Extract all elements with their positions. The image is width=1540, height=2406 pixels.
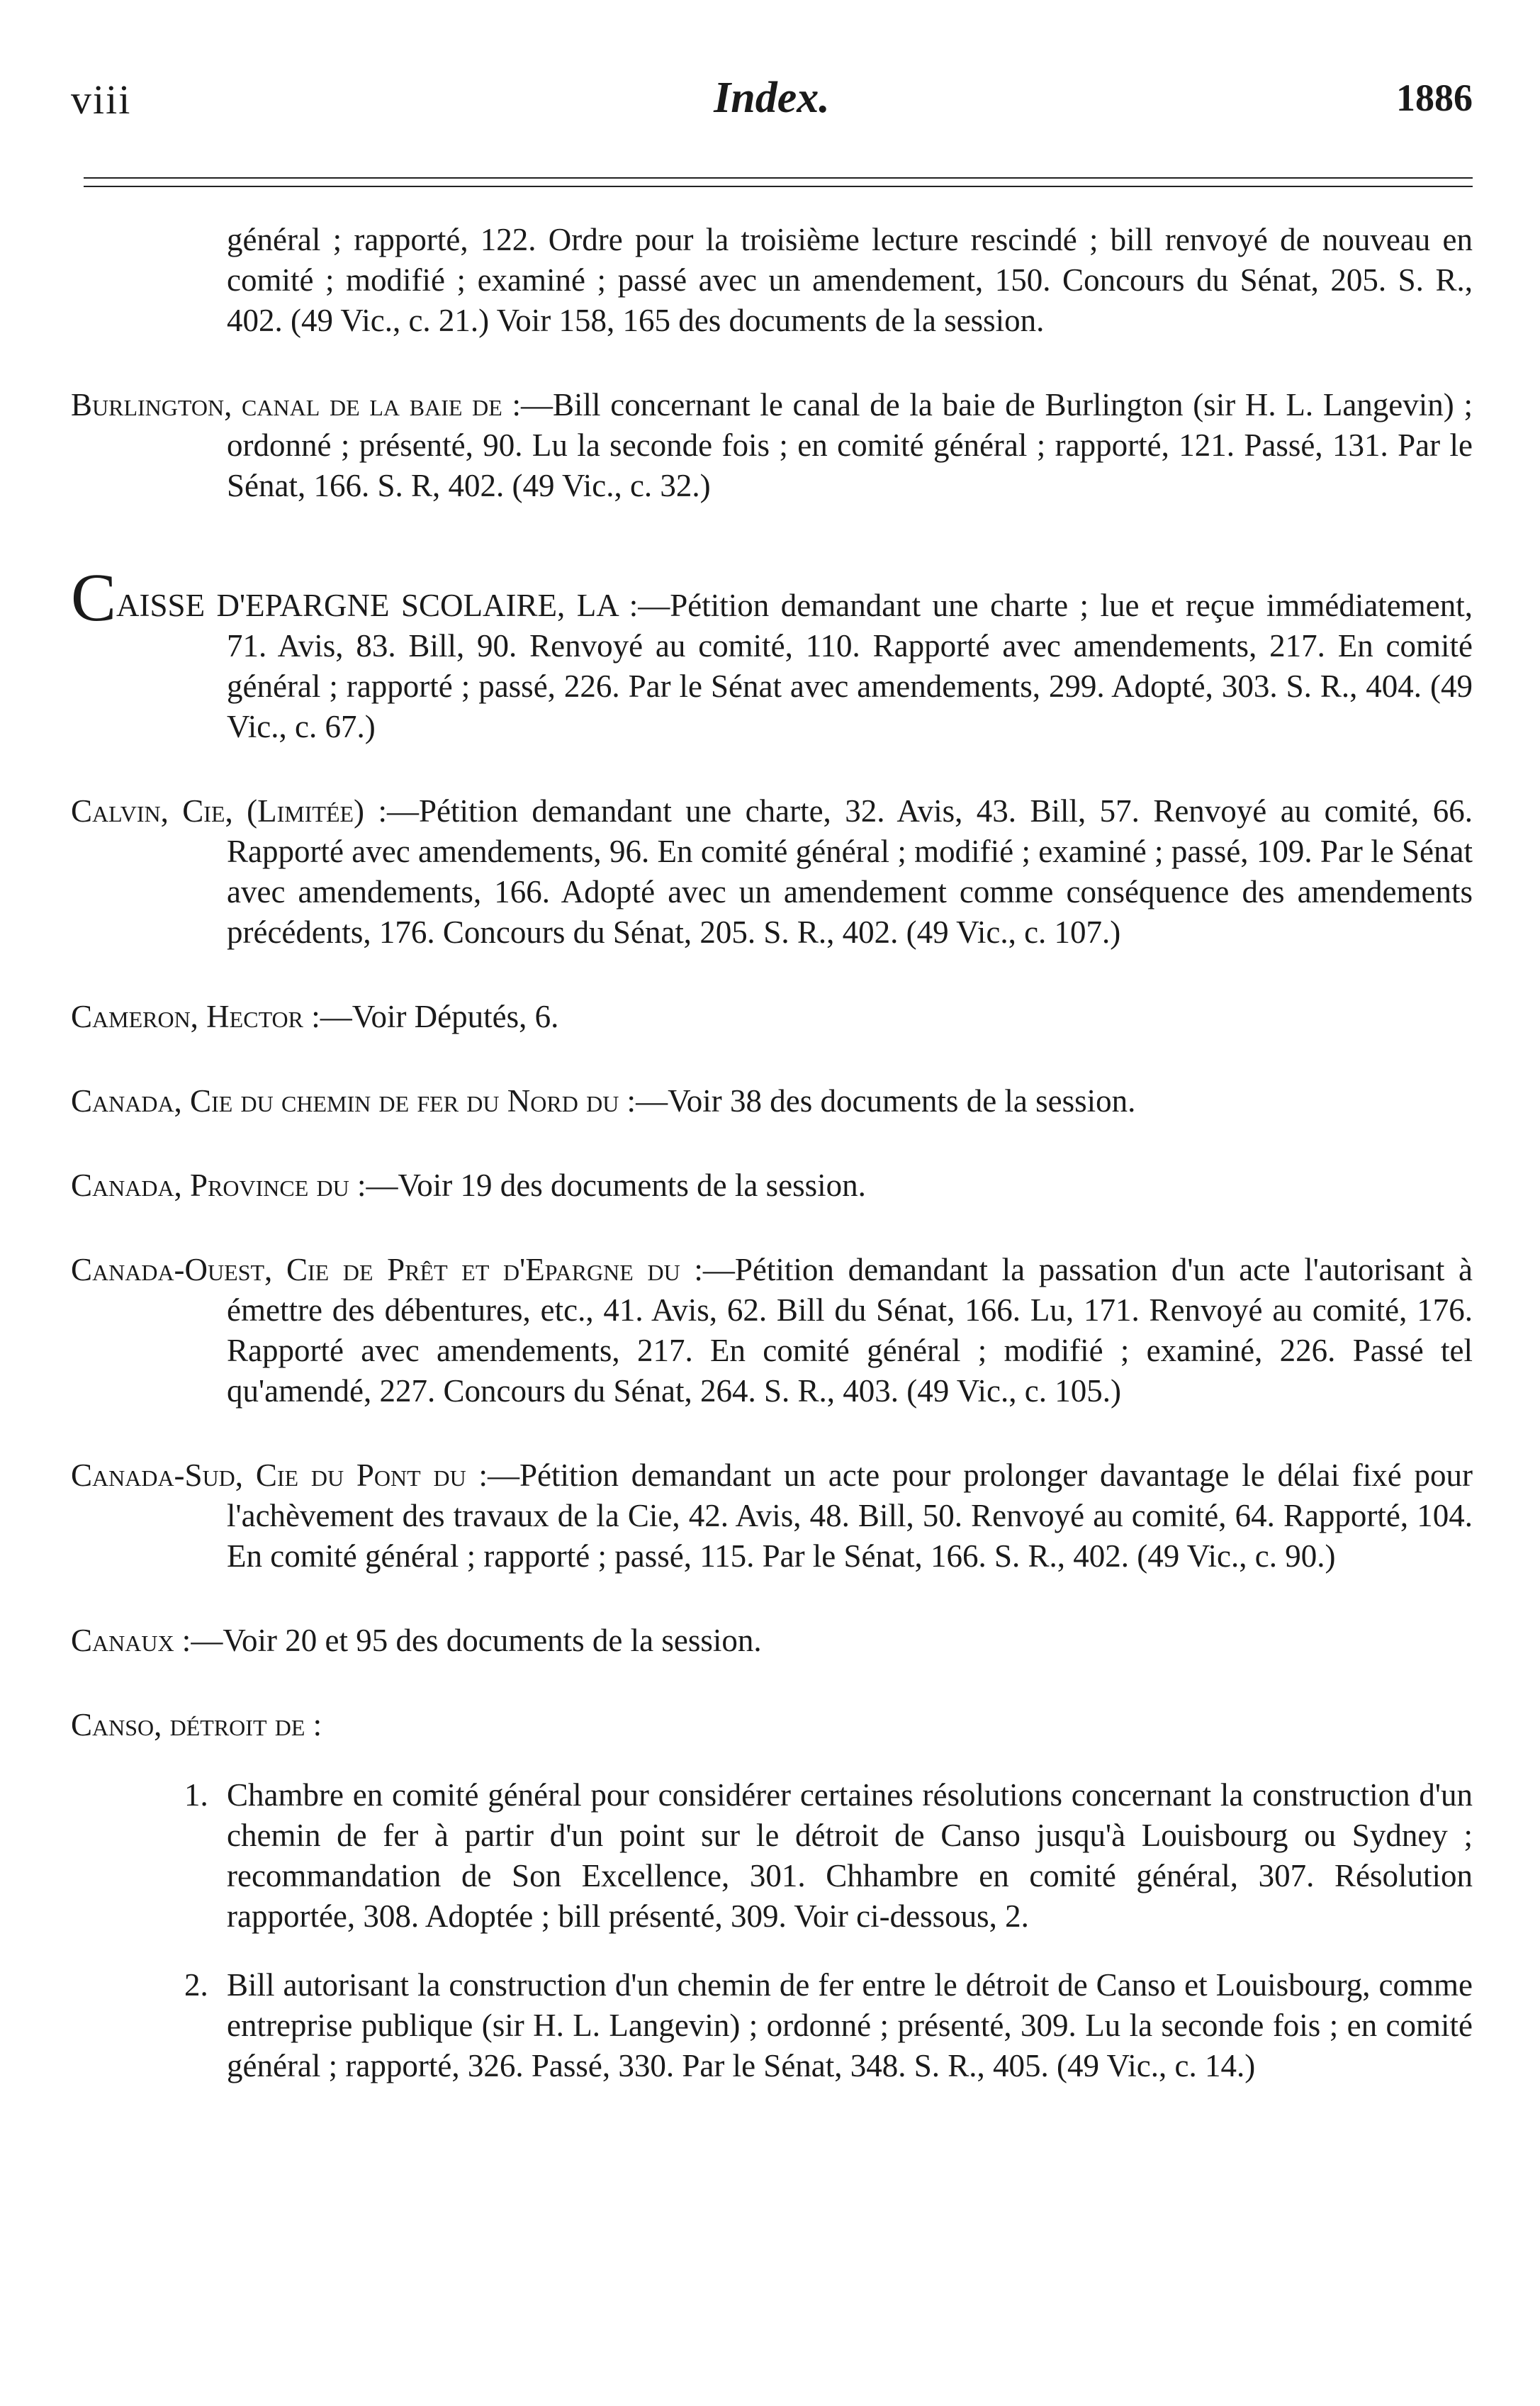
index-entry-calvin <box>71 791 1473 953</box>
index-entry-continued <box>71 220 1473 341</box>
index-entry-canaux <box>71 1621 1473 1661</box>
subentry-number: 1. <box>184 1777 208 1813</box>
entry-heading: Burlington, canal de la baie de : <box>71 387 522 423</box>
entry-text: —Voir 19 des documents de la session. <box>366 1168 866 1203</box>
subentry-text: Bill autorisant la construction d'un chemin de fer entre le détroit de Canso et Louisbourg, comme entreprise publique (sir H. L. Langevin) ; ordonné ; présenté, 309. Lu la seconde fois ; en comité général ; rapporté, 326. Passé, 330. Par le Sénat, 348. S. R., 405. (49 Vic., c. 14.) <box>227 1967 1473 2083</box>
index-body <box>71 220 1473 2115</box>
index-entry-canada-province <box>71 1165 1473 1206</box>
entry-heading: Canada, Cie du chemin de fer du Nord du : <box>71 1083 636 1119</box>
entry-text: —Voir 38 des documents de la session. <box>636 1083 1136 1119</box>
entry-heading: Canaux : <box>71 1623 191 1658</box>
index-entry-cameron <box>71 997 1473 1037</box>
entry-heading: Canada, Province du : <box>71 1168 366 1203</box>
entry-text: —Bill concernant le canal de la baie de Burlington (sir H. L. Langevin) ; ordonné ; présenté, 90. Lu la seconde fois ; en comité général ; rapporté, 121. Passé, 131. Par le Sénat, 166. S. R, 402. (49 Vic., c. 32.) <box>227 387 1473 503</box>
canso-subentries <box>71 1775 1473 2086</box>
entry-heading: Canada-Sud, Cie du Pont du : <box>71 1457 488 1493</box>
entry-text: —Pétition demandant une charte, 32. Avis, 43. Bill, 57. Renvoyé au comité, 66. Rapporté avec amendements, 96. En comité général ; modifié ; examiné ; passé, 109. Par le Sénat avec amendements, 166. Adopté avec un amendement comme conséquence des amendements précédents, 176. Concours du Sénat, 205. S. R., 402. (49 Vic., c. 107.) <box>227 793 1473 950</box>
subentry <box>71 1775 1473 1937</box>
page-title: Index. <box>714 74 830 122</box>
index-entry-caisse-epargne <box>71 559 1473 747</box>
subentry-text: Chambre en comité général pour considérer certaines résolutions concernant la construction d'un chemin de fer à partir d'un point sur le détroit de Canso jusqu'à Louisbourg ou Sydney ; recommandation de Son Excellence, 301. Chhambre en comité général, 307. Résolution rapportée, 308. Adoptée ; bill présenté, 309. Voir ci-dessous, 2. <box>227 1777 1473 1934</box>
index-entry-burlington <box>71 385 1473 506</box>
page-year: 1886 <box>1396 77 1473 119</box>
entry-heading: Canada-Ouest, Cie de Prêt et d'Epargne du : <box>71 1252 703 1287</box>
entry-text: —Pétition demandant la passation d'un acte l'autorisant à émettre des débentures, etc., 41. Avis, 62. Bill du Sénat, 166. Lu, 171. Renvoyé au comité, 176. Rapporté avec amendements, 217. En comité général ; modifié ; examiné, 226. Passé tel qu'amendé, 227. Concours du Sénat, 264. S. R., 403. (49 Vic., c. 105.) <box>227 1252 1473 1409</box>
entry-heading: AISSE D'EPARGNE SCOLAIRE, LA : <box>116 588 639 623</box>
entry-text: général ; rapporté, 122. Ordre pour la troisième lecture rescindé ; bill renvoyé de nouveau en comité ; modifié ; examiné ; passé avec un amendement, 150. Concours du Sénat, 205. S. R., 402. (49 Vic., c. 21.) Voir 158, 165 des documents de la session. <box>227 222 1473 338</box>
header-double-rule <box>84 177 1473 187</box>
subentry <box>71 1965 1473 2086</box>
entry-text: —Pétition demandant une charte ; lue et reçue immédiatement, 71. Avis, 83. Bill, 90. Renvoyé au comité, 110. Rapporté avec amendements, 217. En comité général ; rapporté ; passé, 226. Par le Sénat avec amendements, 299. Adopté, 303. S. R., 404. (49 Vic., c. 67.) <box>227 588 1473 744</box>
entry-heading: Cameron, Hector : <box>71 999 320 1034</box>
entry-heading: Calvin, Cie, (Limitée) : <box>71 793 387 829</box>
page-header <box>71 67 1473 145</box>
entry-text: —Pétition demandant un acte pour prolonger davantage le délai fixé pour l'achèvement des travaux de la Cie, 42. Avis, 48. Bill, 50. Renvoyé au comité, 64. Rapporté, 104. En comité général ; rapporté ; passé, 115. Par le Sénat, 166. S. R., 402. (49 Vic., c. 90.) <box>227 1457 1473 1574</box>
subentry-number: 2. <box>184 1967 208 2003</box>
entry-text: —Voir Députés, 6. <box>320 999 559 1034</box>
section-initial: C <box>71 559 117 635</box>
entry-text: —Voir 20 et 95 des documents de la session. <box>191 1623 762 1658</box>
index-entry-canada-ouest <box>71 1250 1473 1411</box>
index-entry-canada-nord <box>71 1081 1473 1121</box>
page-folio: viii <box>71 77 132 123</box>
index-entry-canada-sud <box>71 1455 1473 1577</box>
index-entry-canso <box>71 1705 1473 1745</box>
entry-heading: Canso, détroit de : <box>71 1707 322 1742</box>
